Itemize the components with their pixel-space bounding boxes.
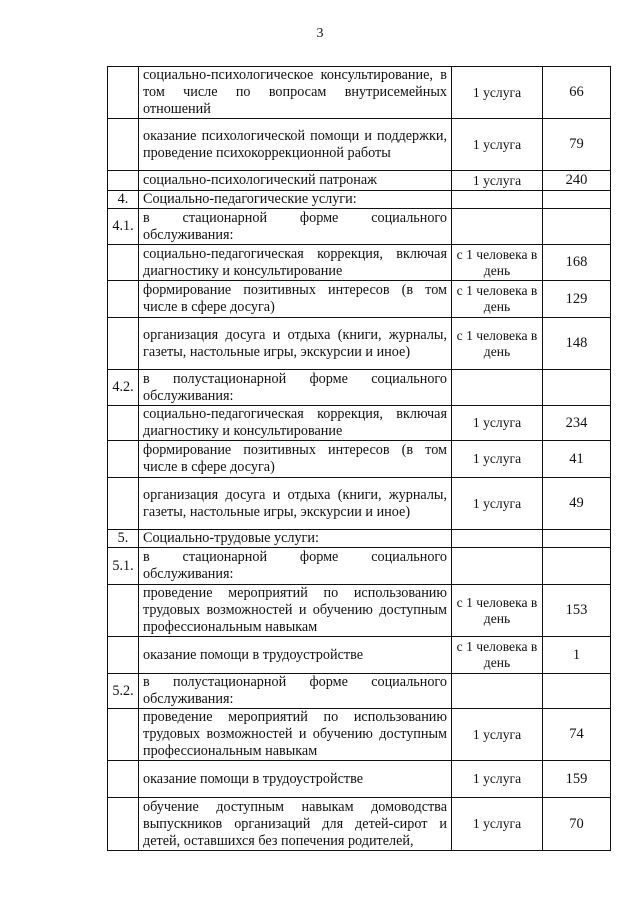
service-description: организация досуга и отдыха (книги, журналы, газеты, настольные игры, экскурсии и иное) [139,478,452,530]
row-number: 4. [108,191,139,209]
unit-cell [452,191,543,209]
value-cell [543,191,611,209]
service-description: проведение мероприятий по использованию трудовых возможностей и обучению доступным профессиональным навыкам [139,585,452,637]
table-row [108,191,611,209]
value-cell: 79 [543,119,611,171]
value-cell: 70 [543,798,611,851]
row-number [108,441,139,478]
service-description: обучение доступным навыкам домоводства выпускников организаций для детей-сирот и детей, оставшихся без попечения родителей, [139,798,452,851]
unit-cell: 1 услуга [452,709,543,761]
unit-cell: 1 услуга [452,761,543,798]
service-description: социально-психологический патронаж [139,171,452,191]
subsection-title: в полустационарной форме социального обслуживания: [139,370,452,406]
value-cell: 1 [543,637,611,674]
unit-cell: 1 услуга [452,798,543,851]
unit-cell: с 1 человека в день [452,281,543,318]
table-row [108,318,611,370]
table-row [108,441,611,478]
unit-cell [452,370,543,406]
unit-cell: 1 услуга [452,478,543,530]
table-row [108,585,611,637]
row-number [108,119,139,171]
row-number [108,637,139,674]
section-title: Социально-педагогические услуги: [139,191,452,209]
table-row [108,637,611,674]
value-cell: 148 [543,318,611,370]
table-row [108,798,611,851]
table-row [108,171,611,191]
row-number [108,406,139,441]
row-number: 5.2. [108,674,139,709]
page-number: 3 [316,26,324,41]
unit-cell: с 1 человека в день [452,245,543,281]
unit-cell [452,548,543,585]
value-cell [543,370,611,406]
service-description: социально-педагогическая коррекция, включая диагностику и консультирование [139,406,452,441]
value-cell: 49 [543,478,611,530]
row-number: 4.1. [108,209,139,245]
unit-cell: 1 услуга [452,406,543,441]
row-number [108,585,139,637]
service-description: организация досуга и отдыха (книги, журналы, газеты, настольные игры, экскурсии и иное) [139,318,452,370]
unit-cell: с 1 человека в день [452,585,543,637]
value-cell: 74 [543,709,611,761]
table-row [108,209,611,245]
unit-cell [452,209,543,245]
table-row [108,530,611,548]
row-number [108,67,139,119]
value-cell: 168 [543,245,611,281]
row-number [108,171,139,191]
unit-cell: 1 услуга [452,67,543,119]
table-row [108,761,611,798]
service-description: формирование позитивных интересов (в том числе в сфере досуга) [139,441,452,478]
row-number [108,318,139,370]
unit-cell: 1 услуга [452,441,543,478]
value-cell: 153 [543,585,611,637]
row-number: 5. [108,530,139,548]
value-cell: 234 [543,406,611,441]
row-number [108,245,139,281]
table-row [108,245,611,281]
subsection-title: в полустационарной форме социального обслуживания: [139,674,452,709]
table-row [108,548,611,585]
tariff-table [107,66,611,851]
row-number [108,798,139,851]
table-row [108,709,611,761]
row-number [108,478,139,530]
row-number [108,761,139,798]
service-description: социально-психологическое консультирование, в том числе по вопросам внутрисемейных отношений [139,67,452,119]
value-cell [543,548,611,585]
value-cell: 159 [543,761,611,798]
value-cell [543,674,611,709]
row-number: 4.2. [108,370,139,406]
table-row [108,281,611,318]
table-row [108,478,611,530]
service-description: оказание помощи в трудоустройстве [139,761,452,798]
unit-cell: с 1 человека в день [452,637,543,674]
service-description: социально-педагогическая коррекция, включая диагностику и консультирование [139,245,452,281]
unit-cell: 1 услуга [452,119,543,171]
value-cell [543,209,611,245]
unit-cell: с 1 человека в день [452,318,543,370]
service-description: оказание психологической помощи и поддержки, проведение психокоррекционной работы [139,119,452,171]
table-row [108,370,611,406]
row-number: 5.1. [108,548,139,585]
value-cell: 129 [543,281,611,318]
unit-cell [452,530,543,548]
subsection-title: в стационарной форме социального обслуживания: [139,548,452,585]
section-title: Социально-трудовые услуги: [139,530,452,548]
value-cell: 41 [543,441,611,478]
service-description: формирование позитивных интересов (в том числе в сфере досуга) [139,281,452,318]
value-cell: 66 [543,67,611,119]
value-cell: 240 [543,171,611,191]
unit-cell [452,674,543,709]
service-description: проведение мероприятий по использованию трудовых возможностей и обучению доступным профессиональным навыкам [139,709,452,761]
row-number [108,709,139,761]
row-number [108,281,139,318]
table-row [108,67,611,119]
value-cell [543,530,611,548]
subsection-title: в стационарной форме социального обслуживания: [139,209,452,245]
unit-cell: 1 услуга [452,171,543,191]
table-row [108,674,611,709]
service-description: оказание помощи в трудоустройстве [139,637,452,674]
table-row [108,119,611,171]
table-row [108,406,611,441]
